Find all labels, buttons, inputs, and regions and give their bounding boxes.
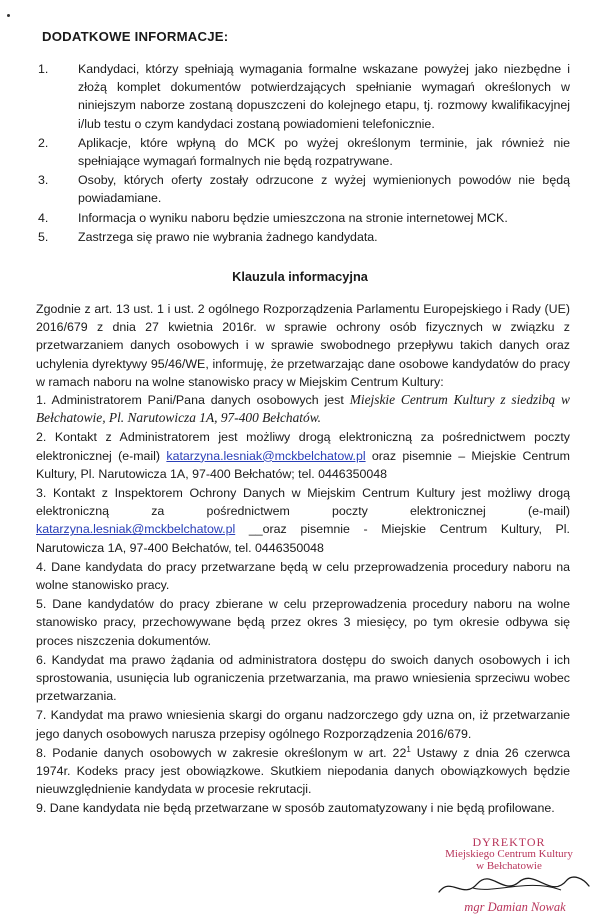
administrator-name: Miejskie Centrum Kultury z siedzibą w Bełchatowie, Pl. Narutowicza 1A, 97-400 Bełchatów. <box>36 392 570 426</box>
list-number: 1. <box>38 62 49 76</box>
clause-item-6: 6. Kandydat ma prawo żądania od administratora dostępu do swoich danych osobowych i ich sprostowania, usunięcia lub ograniczenia przetwarzania, ma prawo wniesienia sprzeciwu wobec przetwarzania. <box>36 652 570 704</box>
stamp-line: w Bełchatowie <box>476 860 542 872</box>
clause-item-7: 7. Kandydat ma prawo wniesienia skargi do organu nadzorczego gdy uzna on, iż przetwarzanie jego danych osobowych narusza przepisy ogólnego Rozporządzenia 2016/679. <box>36 708 570 741</box>
list-text: Zastrzega się prawo nie wybrania żadnego kandydata. <box>78 229 378 244</box>
director-stamp <box>420 836 598 872</box>
list-number: 5. <box>38 229 49 244</box>
list-text: Osoby, których oferty zostały odrzucone z wyżej wymienionych powodów nie będą powiadamiane. <box>78 173 570 206</box>
stamp-line: DYREKTOR <box>472 835 546 849</box>
clause-item-text: 3. Kontakt z Inspektorem Ochrony Danych w Miejskim Centrum Kultury jest możliwy drogą elektroniczną za pośrednictwem poczty elektronicznej (e-mail) <box>36 486 570 519</box>
clause-item-5: 5. Dane kandydatów do pracy zbierane w celu przeprowadzenia procedury naboru na wolne stanowisko pracy, przechowywane będą przez okres 3 miesięcy, po tym okresie odbywa się proces niszczenia dokumentów. <box>36 597 570 648</box>
clause-item-text: 8. Podanie danych osobowych w zakresie określonym w art. 22 <box>36 745 407 760</box>
email-link[interactable]: katarzyna.lesniak@mckbelchatow.pl <box>36 522 236 537</box>
stamp-line: Miejskiego Centrum Kultury <box>445 848 573 860</box>
information-clause <box>36 300 570 819</box>
list-text: Aplikacje, które wpłyną do MCK po wyżej określonym terminie, jak również nie spełniające wymagań formalnych nie będą rozpatrywane. <box>78 135 570 169</box>
clause-item-text: 1. Administratorem Pani/Pana danych osobowych jest <box>36 393 350 408</box>
list-text: Kandydaci, którzy spełniają wymagania formalne wskazane powyżej jako niezbędne i złożą komplet dokumentów potwierdzających spełnianie wymagań określonych w niniejszym naborze zostaną dopuszczeni do kolejnego etapu, tj. rozmowy kwalifikacyjnej i/lub testu o czym kandydaci zostaną powiadomieni telefonicznie. <box>78 62 570 131</box>
email-link[interactable]: katarzyna.lesniak@mckbelchatow.pl <box>166 448 366 463</box>
clause-item-text: oraz pisemnie – Miejskie Centrum Kultury, Pl. Narutowicza 1A, 97-400 Bełchatów; tel. 0446350048 <box>36 448 570 481</box>
list-item <box>38 171 570 207</box>
list-item <box>38 209 570 227</box>
scan-dot <box>7 14 10 17</box>
clause-item-4: 4. Dane kandydata do pracy przetwarzane będą w celu przeprowadzenia procedury naboru na wolne stanowisko pracy. <box>36 559 570 593</box>
clause-item-2 <box>36 428 570 483</box>
list-number: 4. <box>38 210 49 225</box>
clause-intro: Zgodnie z art. 13 ust. 1 i ust. 2 ogólnego Rozporządzenia Parlamentu Europejskiego i Rady (UE) 2016/679 z dnia 27 kwietnia 2016r. w sprawie ochrony osób fizycznych w związku z przetwarzaniem danych osobowych i w sprawie swobodnego przepływu takich danych oraz uchylenia dyrektywy 95/46/WE, informuję, że przetwarzając dane osobowe kandydatów do pracy w ramach naboru na wolne stanowisko pracy w Miejskim Centrum Kultury: <box>36 302 570 389</box>
clause-title: Klauzula informacyjna <box>232 269 368 284</box>
clause-item-8 <box>36 744 570 799</box>
clause-item-text: Ustawy z dnia 26 czerwca 1974r. Kodeks pracy jest obowiązkowe. Skutkiem niepodania danych obowiązkowych będzie nieuwzględnienie kandydata w procesie rekrutacji. <box>36 745 570 797</box>
list-item <box>38 60 570 133</box>
list-number: 2. <box>38 135 49 150</box>
list-item <box>38 228 570 246</box>
clause-item-1 <box>36 391 570 427</box>
clause-item-3 <box>36 484 570 557</box>
clause-item-text: __oraz pisemnie - Miejskie Centrum Kultury, Pl. Narutowicza 1A, 97-400 Bełchatów, tel. 0446350048 <box>36 522 570 555</box>
signer-name: mgr Damian Nowak <box>464 900 566 914</box>
clause-item-text: 2. Kontakt z Administratorem jest możliwy drogą elektroniczną za pośrednictwem poczty elektronicznej (e-mail) <box>36 430 570 463</box>
superscript: 1 <box>406 744 411 754</box>
list-item <box>38 134 570 170</box>
section-heading: DODATKOWE INFORMACJE: <box>42 29 229 44</box>
clause-item-9: 9. Dane kandydata nie będą przetwarzane w sposób zautomatyzowany i nie będą profilowane. <box>36 801 555 816</box>
list-text: Informacja o wyniku naboru będzie umieszczona na stronie internetowej MCK. <box>78 210 508 225</box>
additional-info-list <box>38 60 570 247</box>
list-number: 3. <box>38 173 49 188</box>
